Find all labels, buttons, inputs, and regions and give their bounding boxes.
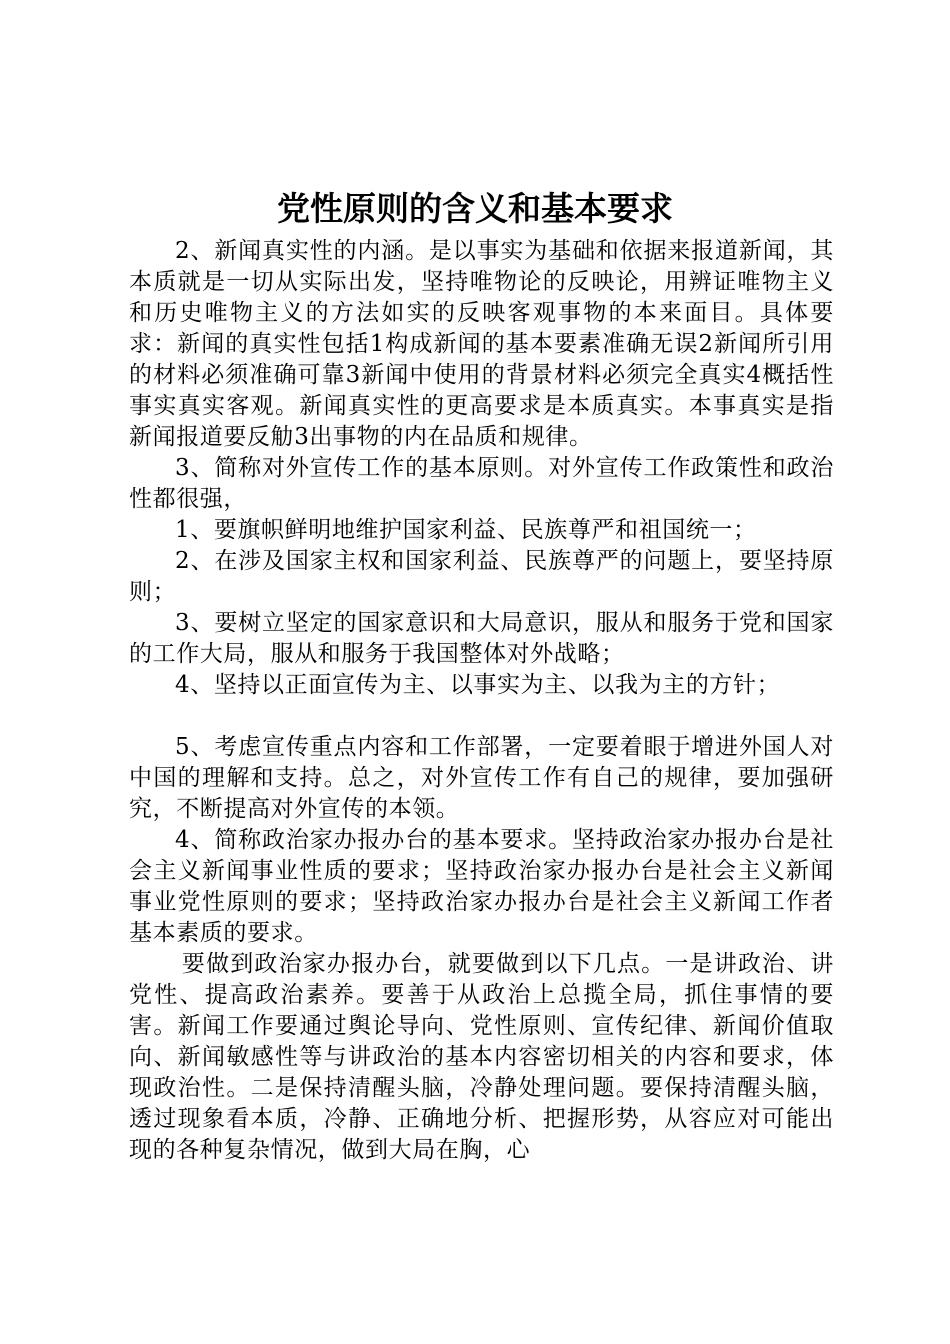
- document-body: [129, 236, 834, 1166]
- paragraph-politician-run-media: 4、简称政治家办报办台的基本要求。坚持政治家办报办台是社会主义新闻事业性质的要求；坚持政治家办报办台是社会主义新闻事业党性原则的要求；坚持政治家办报办台是社会主义新闻工作者基本素质的要求。: [129, 827, 834, 946]
- paragraph-principle-5: 5、考虑宣传重点内容和工作部署，一定要着眼于增进外国人对中国的理解和支持。总之，对外宣传工作有自己的规律，要加强研究，不断提高对外宣传的本领。: [129, 734, 834, 822]
- paragraph-principle-3: 3、要树立坚定的国家意识和大局意识，服从和服务于党和国家的工作大局，服从和服务于我国整体对外战略；: [129, 610, 834, 667]
- paragraph-principle-1: 1、要旗帜鲜明地维护国家利益、民族尊严和祖国统一；: [175, 517, 757, 543]
- paragraph-principle-2: 2、在涉及国家主权和国家利益、民族尊严的问题上，要坚持原则；: [129, 548, 834, 605]
- paragraph-news-truthfulness: 2、新闻真实性的内涵。是以事实为基础和依据来报道新闻，其本质就是一切从实际出发，坚持唯物论的反映论，用辨证唯物主义和历史唯物主义的方法如实的反映客观事物的本来面目。具体要求：新闻的真实性包括1构成新闻的基本要素准确无误2新闻所引用的材料必须准确可靠3新闻中使用的背景材料必须完全真实4概括性事实真实客观。新闻真实性的更高要求是本质真实。本事真实是指新闻报道要反觔3出事物的内在品质和规律。: [129, 238, 834, 450]
- document-title: 党性原则的含义和基本要求: [277, 189, 673, 228]
- paragraph-external-publicity-principles: 3、简称对外宣传工作的基本原则。对外宣传工作政策性和政治性都很强，: [129, 455, 834, 512]
- paragraph-how-to-achieve: 要做到政治家办报办台，就要做到以下几点。一是讲政治、讲党性、提高政治素养。要善于从政治上总揽全局，抓住事情的要害。新闻工作要通过舆论导向、党性原则、宣传纪律、新闻价值取向、新闻敏感性等与讲政治的基本内容密切相关的内容和要求，体现政治性。二是保持清醒头脑，冷静处理问题。要保持清醒头脑，透过现象看本质，冷静、正确地分析、把握形势，从容应对可能出现的各种复杂情况，做到大局在胸，心: [129, 951, 834, 1163]
- paragraph-principle-4: 4、坚持以正面宣传为主、以事实为主、以我为主的方针；: [175, 672, 781, 698]
